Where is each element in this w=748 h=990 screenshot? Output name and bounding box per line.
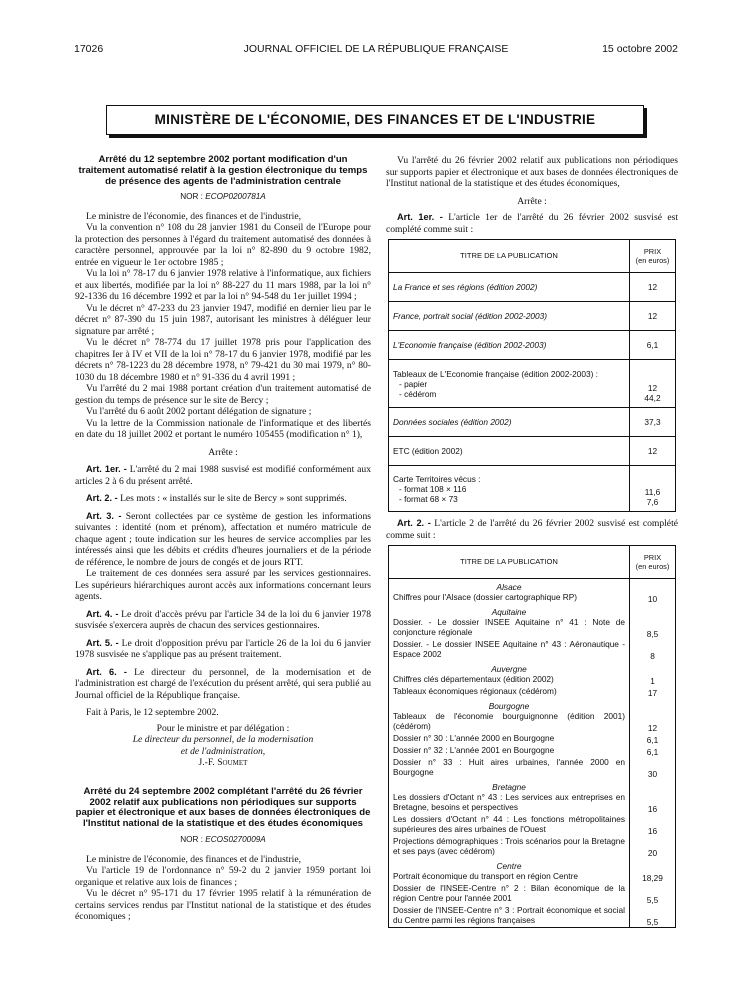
publication-price: 16 — [630, 792, 676, 814]
col-header-price: PRIX (en euros) — [630, 546, 676, 579]
decree2-para: Le ministre de l'économie, des finances et de l'industrie, — [86, 853, 301, 865]
decree1-para: Vu la convention n° 108 du 28 janvier 1981 du Conseil de l'Europe pour la protection des personnes à l'égard du traitement automatisé des données à caractère personnel, approuvée par la loi n° 82-890 du 9 octobre 1982, entrée en vigueur le 1er octobre 1985 ; — [75, 222, 371, 268]
table-row: ETC (édition 2002) 12 — [389, 437, 676, 466]
decree1-para: Vu l'arrêté du 6 août 2002 portant délégation de signature ; — [86, 406, 312, 418]
decree2-nor: NOR : ECOS0270009A — [180, 835, 266, 845]
table-row — [389, 745, 676, 757]
decree1-para: Vu l'arrêté du 2 mai 1988 portant création d'un traitement automatisé de gestion du temps de présence sur le site de Bercy ; — [75, 383, 371, 406]
decree1-nor: NOR : ECOP0200781A — [180, 192, 266, 202]
publication-title: Dossier n° 30 : L'année 2000 en Bourgogne — [389, 733, 630, 745]
table-row: La France et ses régions (édition 2002) 12 — [389, 273, 676, 302]
article: Art. 1er. - L'article 1er de l'arrêté du 26 février 2002 susvisé est complété comme suit : — [386, 212, 679, 235]
publication-price: 6,1 — [630, 745, 676, 757]
decree1-title: Arrêté du 12 septembre 2002 portant modification d'un traitement automatisé relatif à la gestion électronique du temps de présence des agents de l'administration centrale — [78, 154, 368, 187]
issue-date: 15 octobre 2002 — [602, 43, 678, 55]
region-row — [389, 858, 676, 871]
publication-title: Dossier n° 33 : Huit aires urbaines, l'année 2000 en Bourgogne — [389, 757, 630, 779]
publication-price: 16 — [630, 814, 676, 836]
article: Art. 6. - Le directeur du personnel, de la modernisation et de l'administration est chargé de l'exécution du présent arrêté, qui sera publié au Journal officiel de la République française. — [75, 666, 371, 701]
publication-title: Portrait économique du transport en région Centre — [389, 871, 630, 883]
publication-title: Les dossiers d'Octant n° 43 : Les services aux entreprises en Bretagne, besoins et perspectives — [389, 792, 630, 814]
page-number: 17026 — [74, 43, 104, 55]
region-heading: Bretagne — [389, 779, 630, 792]
region-heading: Aquitaine — [389, 604, 630, 617]
region-row — [389, 779, 676, 792]
table-row — [389, 871, 676, 883]
publication-title: Chiffres pour l'Alsace (dossier cartographique RP) — [389, 592, 630, 604]
table-row — [389, 883, 676, 905]
table-row — [389, 757, 676, 779]
table-row: Données sociales (édition 2002) 37,3 — [389, 408, 676, 437]
article: Art. 4. - Le droit d'accès prévu par l'article 34 de la loi du 6 janvier 1978 susvisée s'exercera auprès de chacun des services gestionnaires. — [75, 608, 371, 632]
article: Art. 3. - Seront collectées par ce système de gestion les informations suivantes : identité (nom et prénom), affectation et numéro matricule de chaque agent ; toute indication sur les heures de service accomplies par les intéressés ainsi que les débits et crédits d'heures journaliers et de la période de référence, le nombre de jours de congés et de jours RTT. — [75, 510, 372, 568]
publication-price: 20 — [630, 836, 676, 858]
decree2-para: Vu l'arrêté du 26 février 2002 relatif aux publications non périodiques sur supports papier et électronique et aux bases de données électroniques de l'Institut national de la statistique et des études économiques, — [386, 155, 678, 189]
page-header — [74, 40, 678, 56]
decree2-para: Vu le décret n° 95-171 du 17 février 1995 relatif à la rémunération de certains services rendus par l'Institut national de la statistique et des études économiques ; — [75, 888, 371, 923]
publication-title: Les dossiers d'Octant n° 44 : Les fonctions métropolitaines supérieures des aires urbaines de l'Ouest — [389, 814, 630, 836]
sign-name: J.-F. Soumet — [198, 757, 248, 769]
decree1-arrete: Arrête : — [208, 446, 238, 458]
sign-title: Le directeur du personnel, de la modernisation — [132, 734, 314, 746]
article: Art. 5. - Le droit d'opposition prévu par l'article 26 de la loi du 6 janvier 1978 susvisée ne s'applique pas au présent traitement. — [75, 637, 371, 661]
table-row: Tableaux de L'Economie française (édition 2002-2003) : - papier - cédérom 12 44,2 — [389, 360, 676, 408]
place-date: Fait à Paris, le 12 septembre 2002. — [86, 707, 219, 719]
publication-title: Dossier de l'INSEE-Centre n° 3 : Portrait économique et social du Centre parmi les régions françaises — [389, 905, 630, 928]
table-row — [389, 905, 676, 928]
table-row: L'Economie française (édition 2002-2003) 6,1 — [389, 331, 676, 360]
right-column — [386, 155, 678, 934]
table-row — [389, 733, 676, 745]
left-column — [75, 155, 371, 923]
region-heading: Auvergne — [389, 661, 630, 674]
publication-price: 1 — [630, 674, 676, 686]
table-row — [389, 617, 676, 639]
col-header-price: PRIX (en euros) — [630, 240, 676, 273]
publication-title: Projections démographiques : Trois scénarios pour la Bretagne et ses pays (avec cédérom) — [389, 836, 630, 858]
publication-title: Dossier. - Le dossier INSEE Aquitaine n° 43 : Aéronautique - Espace 2002 — [389, 639, 630, 661]
decree1-para: Vu le décret n° 47-233 du 23 janvier 1947, modifié en dernier lieu par le décret n° 87-390 du 15 juin 1987, autorisant les ministres à déléguer leur signature par arrêté ; — [75, 302, 371, 337]
price-table-2 — [388, 545, 676, 928]
publication-title: Dossier de l'INSEE-Centre n° 2 : Bilan économique de la région Centre pour l'année 2001 — [389, 883, 630, 905]
publication-price: 10 — [630, 592, 676, 604]
decree1-para: Vu la lettre de la Commission nationale de l'informatique et des libertés en date du 18 juillet 2002 et portant le numéro 105455 (modification n° 1), — [75, 417, 371, 441]
decree2-arrete: Arrête : — [517, 195, 547, 207]
decree1-para: Le ministre de l'économie, des finances et de l'industrie, — [86, 210, 301, 222]
sign-intro: Pour le ministre et par délégation : — [156, 722, 290, 734]
table-row — [389, 639, 676, 661]
publication-price: 30 — [630, 757, 676, 779]
publication-price: 8 — [630, 639, 676, 661]
table-row: France, portrait social (édition 2002-2003) 12 — [389, 302, 676, 331]
journal-title: JOURNAL OFFICIEL DE LA RÉPUBLIQUE FRANÇAISE — [243, 43, 509, 55]
publication-price: 5,5 — [630, 905, 676, 928]
article: Art. 2. - L'article 2 de l'arrêté du 26 février 2002 susvisé est complété comme suit : — [386, 518, 678, 541]
publication-title: Chiffres clés départementaux (édition 2002) — [389, 674, 630, 686]
table-row — [389, 592, 676, 604]
table-row — [389, 792, 676, 814]
table-row — [389, 686, 676, 698]
publication-title: Tableaux économiques régionaux (cédérom) — [389, 686, 630, 698]
signature-block — [75, 723, 371, 769]
table-row — [389, 814, 676, 836]
decree1-para: Vu la loi n° 78-17 du 6 janvier 1978 relative à l'informatique, aux fichiers et aux libertés, modifiée par la loi n° 88-227 du 11 mars 1988, par la loi n° 92-1336 du 16 décembre 1992 et par la loi n° 94-548 du 1er juillet 1994 ; — [75, 268, 371, 303]
region-row — [389, 661, 676, 674]
col-header-title: TITRE DE LA PUBLICATION — [389, 546, 630, 579]
region-heading: Bourgogne — [389, 698, 630, 711]
region-heading: Centre — [389, 858, 630, 871]
col-header-title: TITRE DE LA PUBLICATION — [389, 240, 630, 273]
table-row — [389, 711, 676, 733]
publication-title: Dossier n° 32 : L'année 2001 en Bourgogne — [389, 745, 630, 757]
article: Art. 1er. - L'arrêté du 2 mai 1988 susvisé est modifié conformément aux articles 2 à 6 du présent arrêté. — [75, 464, 372, 487]
region-row — [389, 604, 676, 617]
decree2-para: Vu l'article 19 de l'ordonnance n° 59-2 du 2 janvier 1959 portant loi organique et relative aux lois de finances ; — [75, 865, 371, 888]
publication-title: Dossier. - Le dossier INSEE Aquitaine n° 41 : Note de conjoncture régionale — [389, 617, 630, 639]
table-row: Carte Territoires vécus : - format 108 × 116 - format 68 × 73 11,6 7,6 — [389, 466, 676, 512]
table-row — [389, 674, 676, 686]
ministry-banner: MINISTÈRE DE L'ÉCONOMIE, DES FINANCES ET DE L'INDUSTRIE — [106, 105, 644, 135]
price-table-1 — [388, 239, 676, 512]
region-row — [389, 579, 676, 593]
sign-title: et de l'administration, — [180, 745, 266, 757]
publication-price: 12 — [630, 711, 676, 733]
publication-price: 6,1 — [630, 733, 676, 745]
publication-price: 17 — [630, 686, 676, 698]
publication-price: 18,29 — [630, 871, 676, 883]
table-row — [389, 836, 676, 858]
region-heading: Alsace — [389, 579, 630, 593]
decree1-para: Vu le décret n° 78-774 du 17 juillet 1978 pris pour l'application des chapitres Ier à IV et VII de la loi n° 78-17 du 6 janvier 1978, modifié par les décrets n° 78-1223 du 28 décembre 1978, n° 79-421 du 30 mai 1979, n° 80-1030 du 18 décembre 1980 et n° 91-336 du 4 avril 1991 ; — [75, 337, 371, 383]
publication-price: 5,5 — [630, 883, 676, 905]
article: Art. 2. - Les mots : « installés sur le site de Bercy » sont supprimés. — [86, 493, 347, 505]
decree2-title: Arrêté du 24 septembre 2002 complétant l'arrêté du 26 février 2002 relatif aux publications non périodiques sur supports papier et électronique et aux bases de données électroniques de l'Institut national de la statistique et des études économiques — [75, 785, 371, 830]
publication-title: Tableaux de l'économie bourguignonne (édition 2001) (cédérom) — [389, 711, 630, 733]
article: Le traitement de ces données sera assuré par les services gestionnaires. Les supérieurs hiérarchiques auront accès aux informations concernant leurs agents. — [75, 568, 371, 603]
publication-price: 8,5 — [630, 617, 676, 639]
region-row — [389, 698, 676, 711]
